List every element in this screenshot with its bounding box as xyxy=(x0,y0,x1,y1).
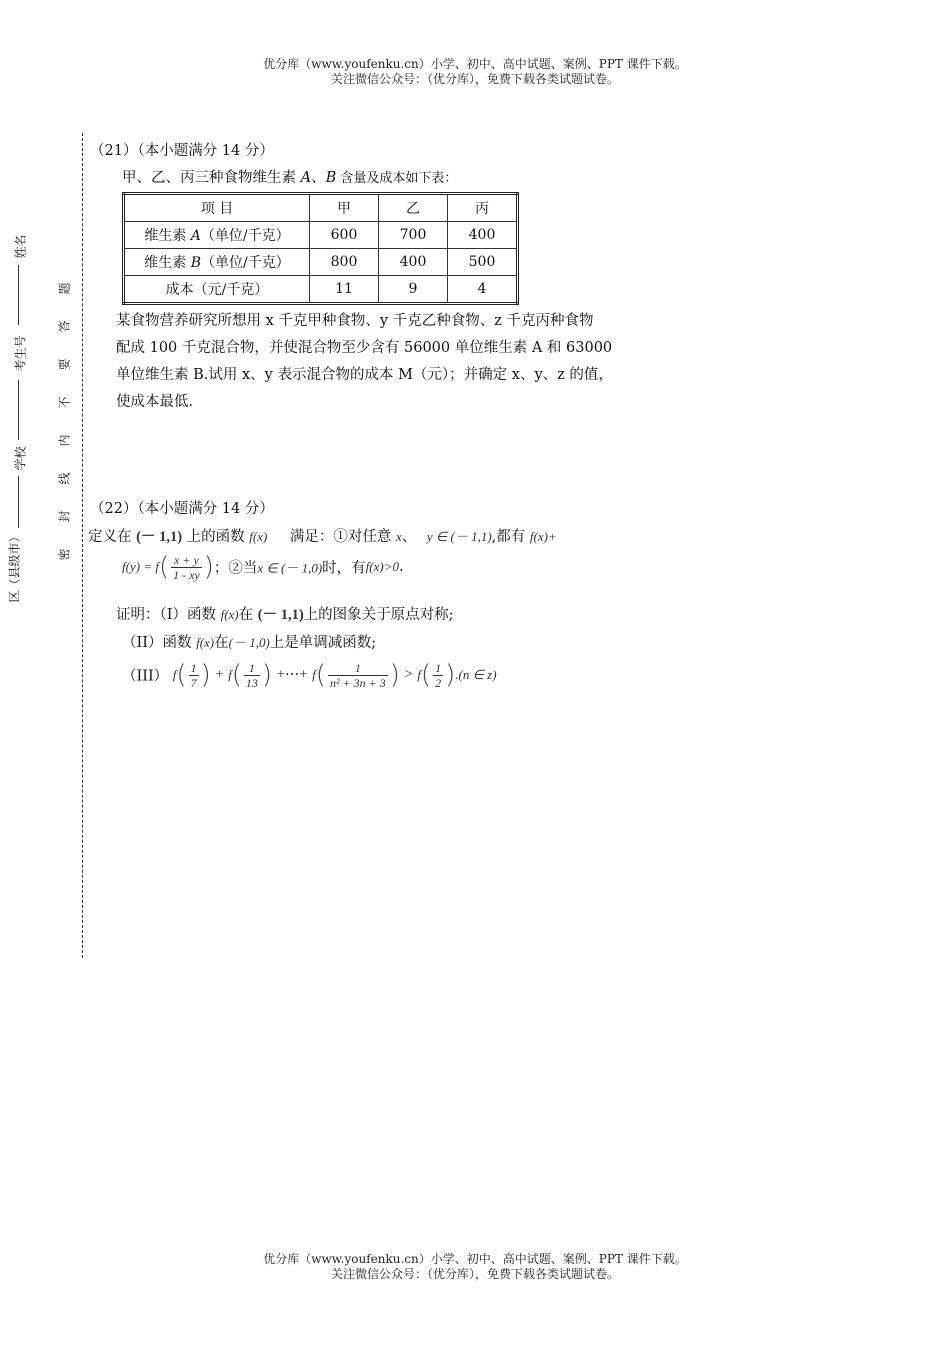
q21-body-line-2: 配成 100 千克混合物，并使混合物至少含有 56000 单位维生素 A 和 63000 xyxy=(116,340,613,356)
seal-dashed-line xyxy=(82,133,83,958)
footer-line-2: 关注微信公众号：（优分库），免费下载各类试题试卷。 xyxy=(330,1267,619,1281)
seal-char-2: 答 xyxy=(57,320,72,333)
cond-x-in: x ∈ (－ 1,0) xyxy=(257,560,323,576)
table-header-cell: 甲 xyxy=(310,194,379,222)
table-cell: 9 xyxy=(379,276,448,304)
paren-open: ( xyxy=(231,660,242,690)
paren-open: ( xyxy=(420,660,432,690)
part1-in: 在 xyxy=(238,607,254,623)
q21-intro-var-b: B xyxy=(325,170,337,186)
part2-in: 在 xyxy=(214,635,229,651)
frac2-num: 1 xyxy=(244,661,260,676)
row-label-post: （单位/千克） xyxy=(201,255,290,271)
header-line-2: 关注微信公众号：（优分库），免费下载各类试题试卷。 xyxy=(330,72,619,86)
q21-intro-var-a: A xyxy=(300,170,312,186)
def-interval: (－ 1,1) xyxy=(136,529,183,545)
table-cell: 700 xyxy=(379,222,448,249)
part3-f4: f xyxy=(417,667,421,682)
school-field-line xyxy=(18,476,20,528)
q21-intro-text-a: 甲、乙、丙三种食物维生素 xyxy=(122,170,301,186)
table-header-row xyxy=(124,194,518,222)
cond-fy: f(y) = f xyxy=(122,559,159,574)
seal-char-6: 线 xyxy=(57,472,72,485)
part2-interval: (－ 1,0) xyxy=(228,635,270,650)
frac1-num: 1 xyxy=(190,660,197,675)
paren-open: ( xyxy=(176,660,187,690)
row-label-pre: 维生素 xyxy=(144,255,191,271)
def-text-a: 定义在 xyxy=(88,529,132,545)
def-sep: 、 xyxy=(401,529,417,545)
cond-text-b: 时，有 xyxy=(322,560,366,577)
part1-text: 上的图象关于原点对称; xyxy=(303,607,454,623)
part3-frac-1 xyxy=(189,661,199,690)
table-header-cell: 乙 xyxy=(379,194,448,222)
table-cell: 11 xyxy=(310,276,379,304)
part1-fx: f(x) xyxy=(220,607,239,622)
part3-condition: .(n ∈ z) xyxy=(455,667,497,682)
table-cell: 400 xyxy=(448,222,518,249)
name-label: 姓名 xyxy=(13,234,28,259)
row-label-var: B xyxy=(190,255,202,271)
frac4-den: 2 xyxy=(435,675,442,690)
paren-close: ) xyxy=(203,552,214,582)
q21-intro xyxy=(122,166,457,187)
row-label-pre: 维生素 xyxy=(144,228,191,244)
def-text-d: ,都有 xyxy=(491,529,526,545)
student-id-field-line xyxy=(18,380,20,440)
frac2-den: 13 xyxy=(245,675,258,690)
school-label: 学校 xyxy=(13,446,28,471)
cond-denominator: 1 - xy xyxy=(173,567,200,582)
table-row-label xyxy=(124,249,310,276)
def-fx: f(x) xyxy=(249,529,268,544)
part3-plus: + xyxy=(215,666,224,683)
page-footer xyxy=(0,1252,950,1282)
q22-part3 xyxy=(122,660,497,690)
paren-close: ) xyxy=(445,660,456,690)
row-label-var: A xyxy=(190,228,201,244)
part1-label: 证明：（I）函数 xyxy=(116,607,216,623)
footer-line-1: 优分库（www.youfenku.cn）小学、初中、高中试题、案例、PPT 课件下载。 xyxy=(263,1252,687,1266)
district-label: 区（县级市） xyxy=(7,530,22,603)
part3-frac-3 xyxy=(328,661,388,690)
paren-open: ( xyxy=(315,660,326,690)
q21-body-line-4: 使成本最低. xyxy=(116,394,194,410)
table-row xyxy=(124,276,518,304)
part3-label: （III） xyxy=(122,668,169,685)
q21-body-line-3: 单位维生素 B.试用 x、y 表示混合物的成本 M（元）；并确定 x、y、z 的值， xyxy=(116,367,613,383)
part1-interval: (－ 1,1) xyxy=(257,607,304,623)
table-cell: 600 xyxy=(310,222,379,249)
table-row-label xyxy=(124,276,310,304)
table-cell: 800 xyxy=(310,249,379,276)
cond-numerator: x + y xyxy=(171,553,202,568)
def-fx-plus: f(x)+ xyxy=(529,529,557,544)
row-label-pre: 成本（元/千克） xyxy=(165,282,269,298)
part3-f1: f xyxy=(172,667,177,682)
seal-char-5: 内 xyxy=(57,434,72,447)
frac4-num: 1 xyxy=(435,660,442,675)
q22-definition xyxy=(88,525,557,546)
table-cell: 400 xyxy=(379,249,448,276)
table-header-cell: 项 目 xyxy=(124,194,310,222)
seal-char-4: 不 xyxy=(57,396,72,409)
seal-char-8: 密 xyxy=(57,548,72,561)
part2-text: 上是单调减函数; xyxy=(269,635,377,651)
paren-close: ) xyxy=(261,660,273,690)
name-field-line xyxy=(18,265,20,325)
part3-f2: f xyxy=(228,667,232,682)
table-row xyxy=(124,222,518,249)
part3-frac-4 xyxy=(433,661,443,690)
cond-positive: f(x)>0 xyxy=(365,559,399,574)
q21-intro-sep: 、 xyxy=(311,170,326,186)
header-line-1: 优分库（www.youfenku.cn）小学、初中、高中试题、案例、PPT 课件下载。 xyxy=(263,57,687,71)
part3-frac-2 xyxy=(244,661,260,690)
cond-text-a: ；②当 xyxy=(213,560,258,577)
part2-fx: f(x) xyxy=(196,635,215,650)
q22-part2 xyxy=(122,631,376,652)
seal-char-3: 要 xyxy=(57,358,72,371)
def-y-in: y ∈ (－ 1,1) xyxy=(426,529,492,544)
part2-label: （II）函数 xyxy=(122,635,192,651)
q21-heading: （21）（本小题满分 14 分） xyxy=(90,143,274,159)
cond-fraction xyxy=(171,553,202,582)
paren-open: ( xyxy=(158,552,170,582)
q22-part1 xyxy=(116,603,454,624)
q22-condition xyxy=(122,552,404,582)
seal-char-7: 封 xyxy=(57,510,72,523)
student-id-label: 考生号 xyxy=(13,335,28,372)
table-cell: 500 xyxy=(448,249,518,276)
cond-end: . xyxy=(398,559,404,575)
def-x: x xyxy=(396,529,402,544)
frac3-den: n² + 3n + 3 xyxy=(329,675,386,690)
vitamin-table xyxy=(122,192,519,305)
table-cell: 4 xyxy=(448,276,518,304)
part3-f3: f xyxy=(312,667,316,682)
part3-gt: > xyxy=(404,666,413,683)
seal-char-1: 题 xyxy=(57,282,72,295)
paren-close: ) xyxy=(389,660,400,690)
part3-dots: +⋯+ xyxy=(276,666,308,683)
table-row xyxy=(124,249,518,276)
table-header-cell: 丙 xyxy=(448,194,518,222)
table-row-label xyxy=(124,222,310,249)
def-text-b: 上的函数 xyxy=(186,529,245,545)
row-label-post: （单位/千克） xyxy=(200,228,290,244)
frac3-num: 1 xyxy=(328,661,388,676)
page-header xyxy=(0,57,950,87)
q21-intro-text-b: 含量及成本如下表： xyxy=(336,171,458,186)
q22-heading: （22）（本小题满分 14 分） xyxy=(90,501,274,517)
q21-body-line-1: 某食物营养研究所想用 x 千克甲种食物、y 千克乙种食物、z 千克丙种食物 xyxy=(116,313,594,329)
frac1-den: 7 xyxy=(190,675,197,690)
def-text-c: 满足：①对任意 xyxy=(289,529,392,545)
paren-close: ) xyxy=(200,660,211,690)
